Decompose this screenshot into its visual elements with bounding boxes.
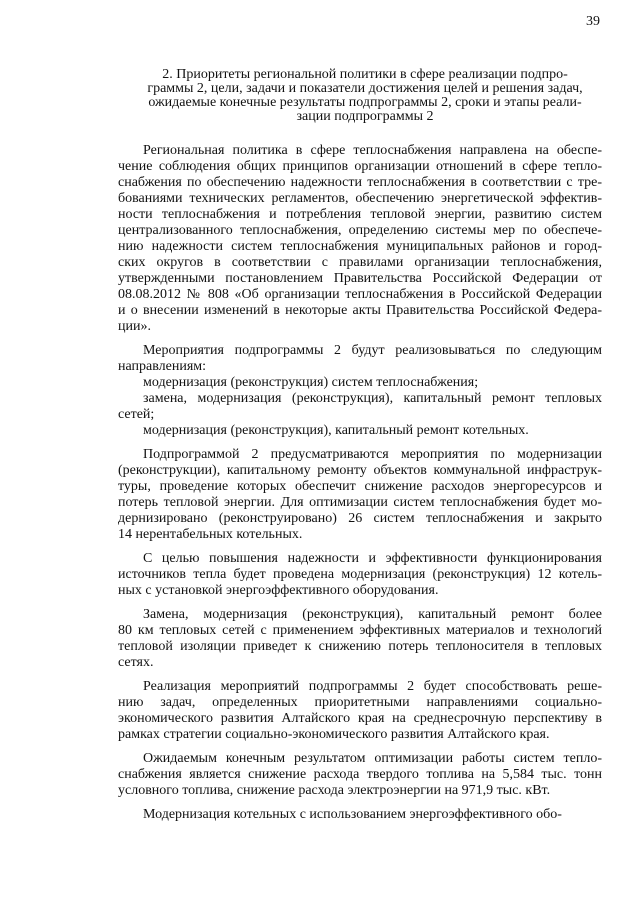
section-heading xyxy=(130,68,600,124)
paragraph-line: замена, модернизация (реконструкция), капитальный ремонт тепловых xyxy=(143,391,602,406)
paragraph-line: ности теплоснабжения и потребления тепловой энергии, развитию систем xyxy=(118,207,602,222)
paragraph xyxy=(118,447,602,543)
paragraph-gap xyxy=(118,743,602,751)
paragraph xyxy=(118,679,602,743)
paragraph-line: 08.08.2012 № 808 «Об организации теплоснабжения в Российской Федерации xyxy=(118,287,602,302)
paragraph-line: нию задач, определенных приоритетными направлениями социально- xyxy=(118,695,602,710)
heading-line: граммы 2, цели, задачи и показатели достижения целей и решения задач, xyxy=(147,81,583,96)
paragraph-line: 14 нерентабельных котельных. xyxy=(118,527,303,542)
paragraph xyxy=(118,807,602,823)
paragraph-line: (реконструкции), капитальному ремонту объектов коммунальной инфраструк- xyxy=(118,463,602,478)
paragraph-line: Мероприятия подпрограммы 2 будут реализовываться по следующим xyxy=(143,343,602,358)
paragraph-line: ских округов в соответствии с правилами организации теплоснабжения, xyxy=(118,255,602,270)
heading-line: зации подпрограммы 2 xyxy=(296,109,434,124)
paragraph-line: бованиями технических регламентов, обеспечению энергетической эффектив- xyxy=(118,191,602,206)
heading-line: 2. Приоритеты региональной политики в сфере реализации подпро- xyxy=(162,67,568,82)
paragraph xyxy=(118,343,602,375)
paragraph-line: Региональная политика в сфере теплоснабжения направлена на обеспе- xyxy=(143,143,602,158)
paragraph-line: Модернизация котельных с использованием энергоэффективного обо- xyxy=(143,807,562,822)
paragraph-line: источников тепла будет проведена модернизация (реконструкция) 12 котель- xyxy=(118,567,602,582)
paragraph-line: Реализация мероприятий подпрограммы 2 будет способствовать реше- xyxy=(143,679,602,694)
paragraph-line: чение соблюдения общих принципов организации отношений в сфере тепло- xyxy=(118,159,602,174)
paragraph-line: С целью повышения надежности и эффективности функционирования xyxy=(143,551,602,566)
paragraph-line: рамках стратегии социально-экономического развития Алтайского края. xyxy=(118,727,550,742)
paragraph xyxy=(118,423,602,439)
paragraph xyxy=(118,143,602,335)
heading-line: ожидаемые конечные результаты подпрограммы 2, сроки и этапы реали- xyxy=(148,95,582,110)
paragraph-gap xyxy=(118,439,602,447)
paragraph-line: модернизация (реконструкция) систем теплоснабжения; xyxy=(143,375,479,390)
paragraph-line: снабжения является снижение расхода твердого топлива на 5,584 тыс. тонн xyxy=(118,767,602,782)
paragraph-line: 80 км тепловых сетей с применением эффективных материалов и технологий xyxy=(118,623,602,638)
paragraph-line: и о внесении изменений в некоторые акты Правительства Российской Федера- xyxy=(118,303,602,318)
paragraph-line: условного топлива, снижение расхода электроэнергии на 971,9 тыс. кВт. xyxy=(118,783,551,798)
paragraph xyxy=(118,391,602,423)
paragraph-line: Ожидаемым конечным результатом оптимизации работы систем тепло- xyxy=(143,751,602,766)
paragraph-line: модернизация (реконструкция), капитальный ремонт котельных. xyxy=(143,423,529,438)
paragraph-line: Замена, модернизация (реконструкция), капитальный ремонт более xyxy=(143,607,602,622)
paragraph xyxy=(118,607,602,671)
paragraph-line: Подпрограммой 2 предусматриваются мероприятия по модернизации xyxy=(143,447,602,462)
paragraph-gap xyxy=(118,799,602,807)
paragraph-line: дернизировано (реконструировано) 26 систем теплоснабжения и закрыто xyxy=(118,511,602,526)
paragraph-line: сетей; xyxy=(118,407,155,422)
paragraph-line: сетях. xyxy=(118,655,154,670)
paragraph xyxy=(118,551,602,599)
paragraph xyxy=(118,751,602,799)
page-number: 39 xyxy=(586,14,600,29)
paragraph-line: ции». xyxy=(118,319,151,334)
paragraph-gap xyxy=(118,543,602,551)
paragraph-line: экономического развития Алтайского края на среднесрочную перспективу в xyxy=(118,711,602,726)
paragraph-line: тепловой изоляции приведет к снижению потерь теплоносителя в тепловых xyxy=(118,639,602,654)
body-text xyxy=(118,143,602,823)
paragraph-line: утвержденными постановлением Правительства Российской Федерации от xyxy=(118,271,602,286)
paragraph-line: ных с установкой энергоэффективного оборудования. xyxy=(118,583,439,598)
paragraph-gap xyxy=(118,335,602,343)
paragraph-line: потерь тепловой энергии. Для оптимизации систем теплоснабжения будет мо- xyxy=(118,495,602,510)
paragraph-gap xyxy=(118,671,602,679)
paragraph xyxy=(118,375,602,391)
paragraph-line: снабжения по обеспечению надежности теплоснабжения в соответствии с тре- xyxy=(118,175,602,190)
paragraph-line: направлениям: xyxy=(118,359,207,374)
paragraph-gap xyxy=(118,599,602,607)
paragraph-line: нию надежности систем теплоснабжения муниципальных районов и город- xyxy=(118,239,602,254)
paragraph-line: туры, проведение которых обеспечит снижение расходов энергоресурсов и xyxy=(118,479,602,494)
paragraph-line: централизованного теплоснабжения, определению системы мер по обеспече- xyxy=(118,223,602,238)
